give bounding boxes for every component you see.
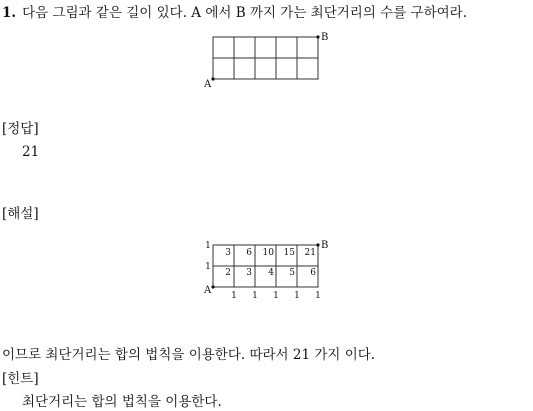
count-left-edge-middle: 1 <box>205 262 211 272</box>
count-top-2: 6 <box>246 248 252 258</box>
question-grid <box>213 37 318 79</box>
question-text: 다음 그림과 같은 길이 있다. A 에서 B 까지 가는 최단거리의 수를 구하여라. <box>22 5 467 21</box>
point-b-label: B <box>321 32 329 43</box>
count-bottom-edge-1: 1 <box>231 291 237 301</box>
answer-label: [정답] <box>2 121 39 137</box>
hint-text: 최단거리는 합의 법칙을 이용한다. <box>22 394 222 410</box>
count-left-edge-top: 1 <box>205 241 211 251</box>
count-bottom-4: 5 <box>289 268 295 278</box>
count-bottom-2: 3 <box>246 268 252 278</box>
count-bottom-3: 4 <box>268 268 274 278</box>
point-a-label: A <box>204 285 212 296</box>
count-bottom-edge-5: 1 <box>315 291 321 301</box>
point-a-dot <box>211 77 214 80</box>
point-a-dot <box>211 285 214 288</box>
count-bottom-edge-4: 1 <box>294 291 300 301</box>
count-bottom-edge-2: 1 <box>252 291 258 301</box>
question-number: 1. <box>2 5 17 21</box>
count-top-5: 21 <box>304 248 316 258</box>
point-b-dot <box>316 35 319 38</box>
count-bottom-edge-3: 1 <box>273 291 279 301</box>
count-bottom-1: 2 <box>225 268 231 278</box>
point-b-dot <box>316 243 319 246</box>
count-bottom-5: 6 <box>310 268 316 278</box>
point-a-label: A <box>204 79 212 90</box>
answer-value: 21 <box>22 144 40 160</box>
count-top-1: 3 <box>225 248 231 258</box>
count-top-3: 10 <box>262 248 274 258</box>
point-b-label: B <box>321 240 329 251</box>
count-top-4: 15 <box>283 248 295 258</box>
hint-label: [힌트] <box>2 371 39 387</box>
explanation-conclusion: 이므로 최단거리는 합의 법칙을 이용한다. 따라서 21 가지 이다. <box>2 347 376 363</box>
explanation-label: [해설] <box>2 206 39 222</box>
